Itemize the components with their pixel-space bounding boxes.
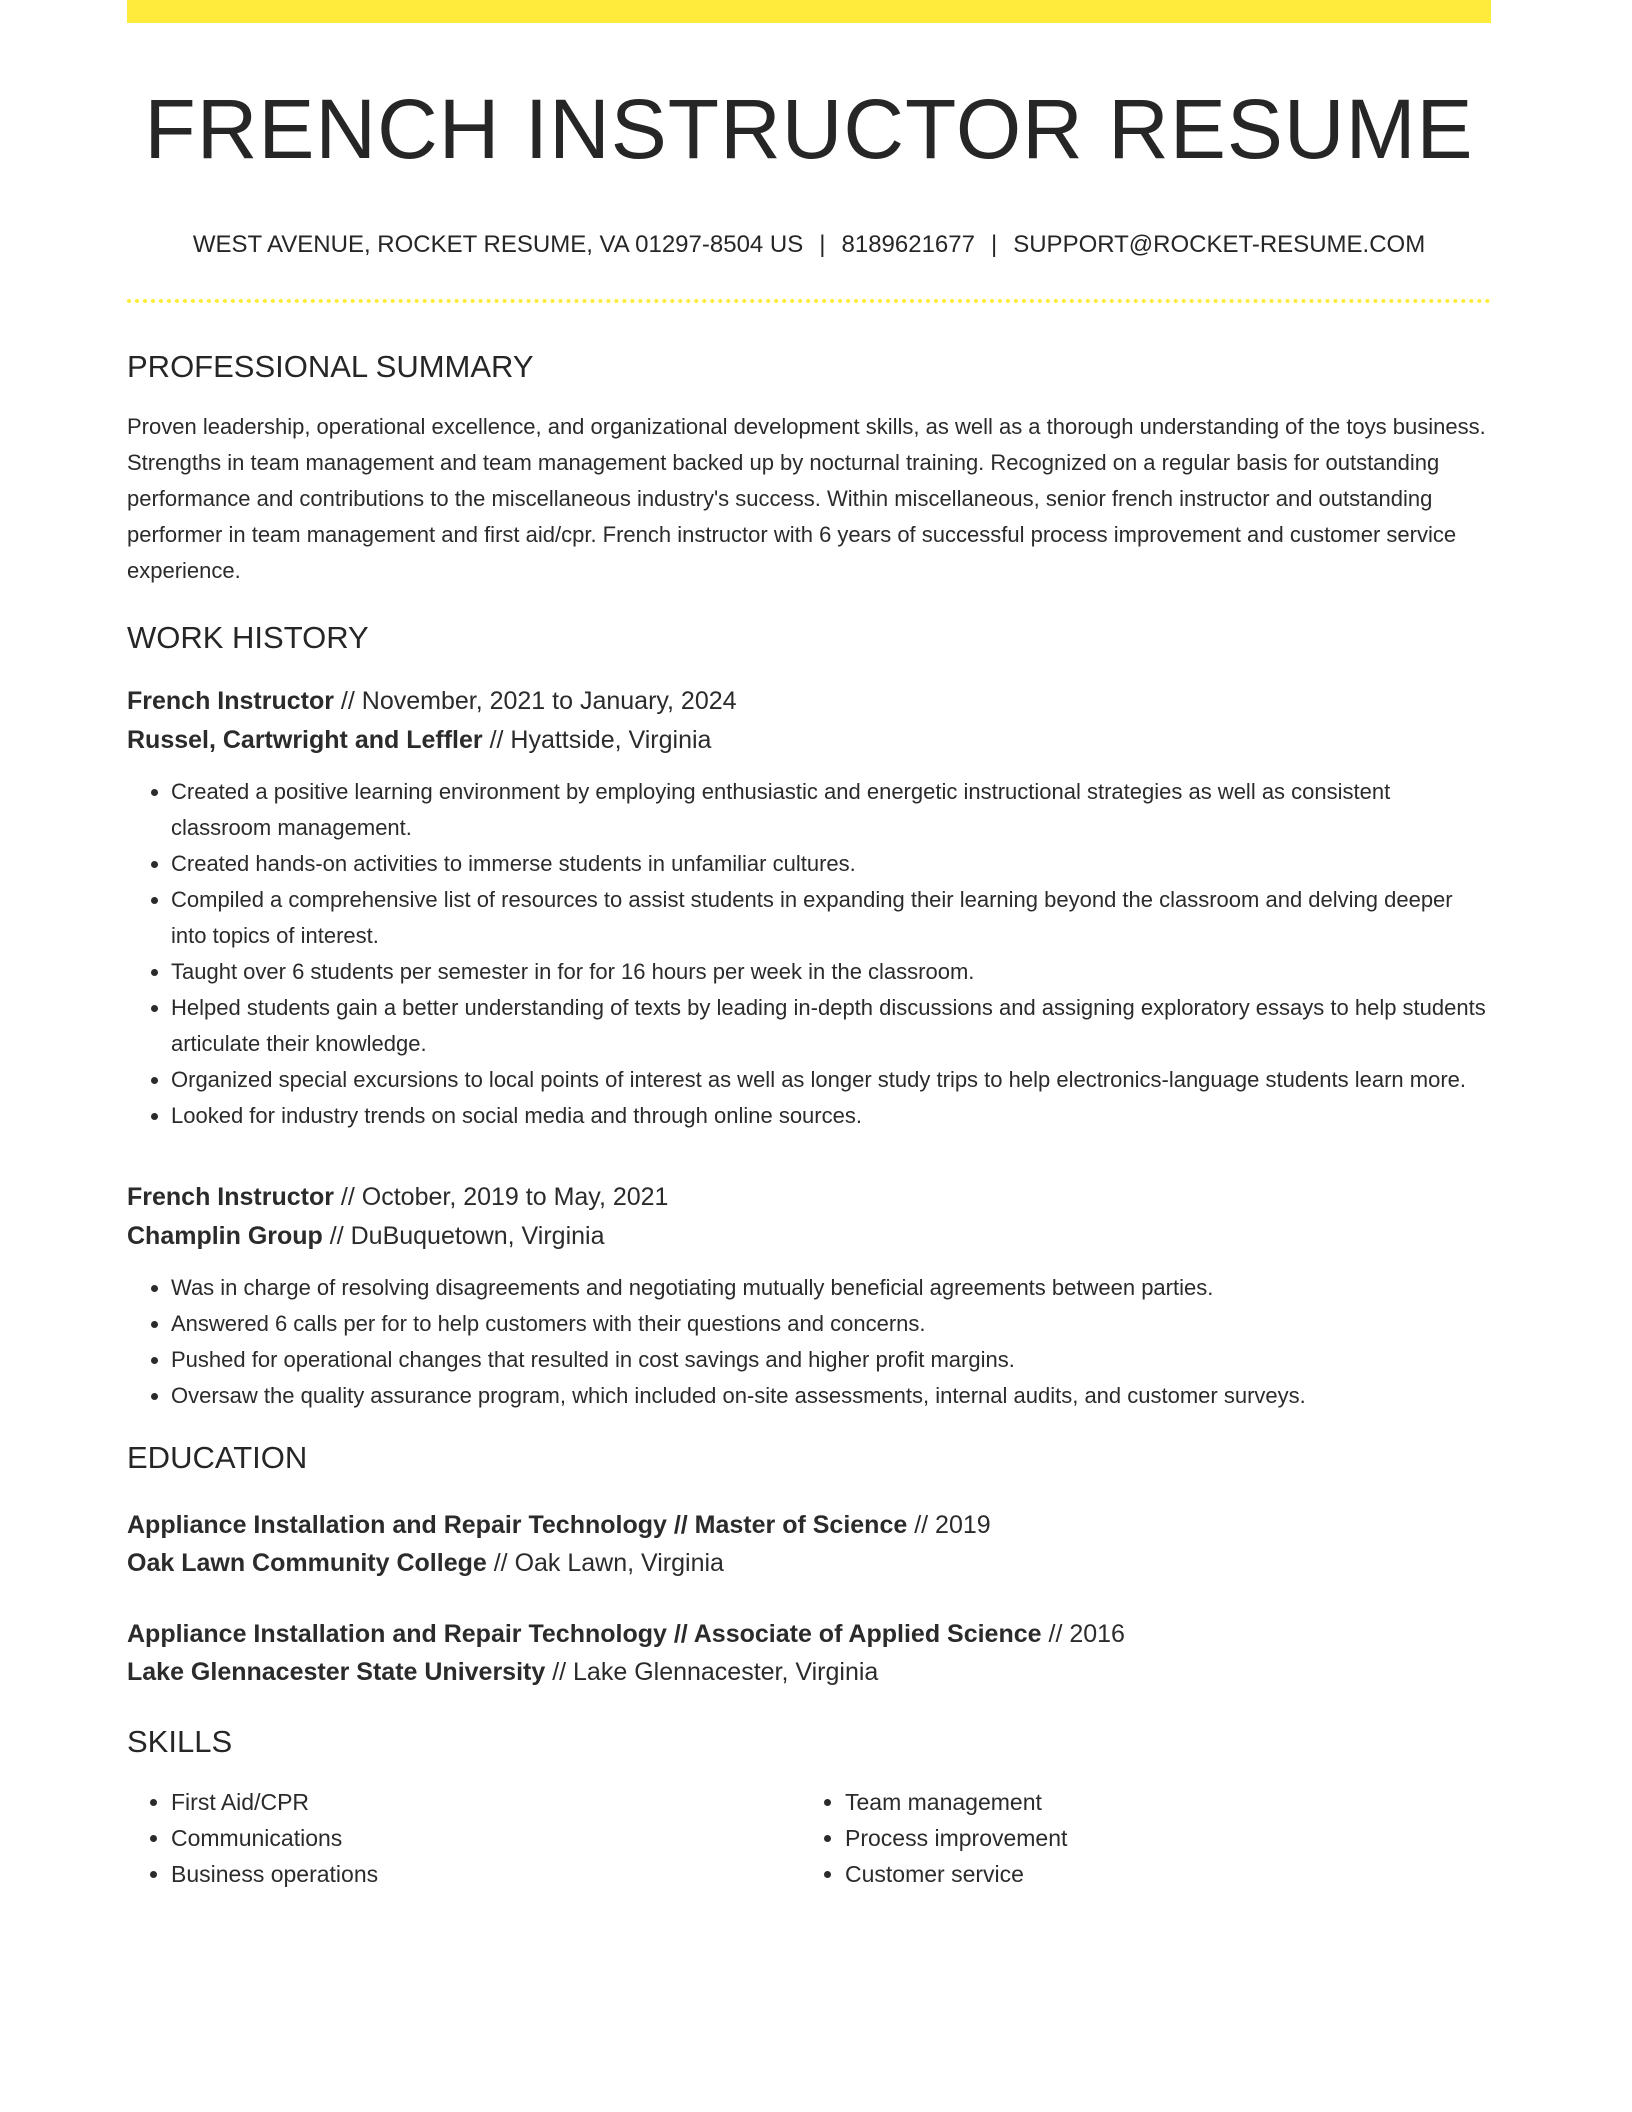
skill-item: • Process improvement (845, 1820, 1485, 1856)
education-school: Oak Lawn Community College (127, 1548, 487, 1577)
education-school: Lake Glennacester State University (127, 1657, 546, 1686)
skill-item: • First Aid/CPR (171, 1784, 801, 1820)
list-item: • Was in charge of resolving disagreements and negotiating mutually beneficial agreements between parties. (171, 1270, 1491, 1306)
resume-title: FRENCH INSTRUCTOR RESUME (144, 82, 1474, 176)
top-accent-bar (127, 0, 1491, 23)
job-company: Champlin Group (127, 1221, 323, 1250)
job-title-line (127, 1178, 1491, 1217)
list-item: • Helped students gain a better understanding of texts by leading in-depth discussions and assigning exploratory essays to help students articulate their knowledge. (171, 990, 1491, 1062)
job-entry (127, 1178, 1491, 1414)
contact-separator: | (819, 231, 826, 259)
education-degree: Appliance Installation and Repair Technology // Master of Science (127, 1510, 908, 1539)
education-year: // 2019 (907, 1510, 991, 1539)
contact-phone: 8189621677 (841, 231, 975, 259)
job-bullets (127, 774, 1491, 1134)
work-history-heading: WORK HISTORY (127, 620, 369, 656)
summary-heading: PROFESSIONAL SUMMARY (127, 349, 534, 385)
job-company-line (127, 1217, 1491, 1256)
education-year: // 2016 (1041, 1619, 1125, 1648)
job-dates: // October, 2019 to May, 2021 (333, 1182, 669, 1211)
skill-item: • Communications (171, 1820, 801, 1856)
list-item: • Answered 6 calls per for to help customers with their questions and concerns. (171, 1306, 1491, 1342)
skill-item: • Business operations (171, 1856, 801, 1892)
list-item: • Taught over 6 students per semester in for for 16 hours per week in the classroom. (171, 954, 1491, 990)
list-item: • Compiled a comprehensive list of resources to assist students in expanding their learning beyond the classroom and delving deeper into topics of interest. (171, 882, 1491, 954)
job-company: Russel, Cartwright and Leffler (127, 725, 483, 754)
job-location: // DuBuquetown, Virginia (322, 1221, 605, 1250)
skills-heading: SKILLS (127, 1723, 233, 1759)
education-location: // Lake Glennacester, Virginia (545, 1657, 879, 1686)
education-degree-line (127, 1615, 1491, 1653)
job-role: French Instructor (127, 1182, 334, 1211)
job-bullets (127, 1270, 1491, 1414)
skill-item: • Team management (845, 1784, 1485, 1820)
education-school-line (127, 1653, 1491, 1691)
job-dates: // November, 2021 to January, 2024 (333, 686, 737, 715)
list-item: • Created hands-on activities to immerse students in unfamiliar cultures. (171, 846, 1491, 882)
contact-address: WEST AVENUE, ROCKET RESUME, VA 01297-8504 US (192, 231, 804, 259)
list-item: • Created a positive learning environment by employing enthusiastic and energetic instructional strategies as well as consistent classroom management. (171, 774, 1491, 846)
job-company-line (127, 721, 1491, 760)
list-item: • Organized special excursions to local points of interest as well as longer study trips to help electronics-language students learn more. (171, 1062, 1491, 1098)
contact-line (127, 231, 1491, 260)
contact-email: SUPPORT@ROCKET-RESUME.COM (1013, 231, 1426, 259)
education-school-line (127, 1544, 1491, 1582)
job-role: French Instructor (127, 686, 334, 715)
education-location: // Oak Lawn, Virginia (486, 1548, 724, 1577)
job-title-line (127, 682, 1491, 721)
skills-grid (127, 1784, 1491, 1892)
skills-right-column (801, 1784, 1485, 1892)
job-location: // Hyattside, Virginia (482, 725, 712, 754)
resume-page (127, 0, 1491, 1892)
skill-item: • Customer service (845, 1856, 1485, 1892)
education-degree-line (127, 1506, 1491, 1544)
education-heading: EDUCATION (127, 1439, 308, 1475)
education-entry (127, 1506, 1491, 1582)
skills-left-column (127, 1784, 801, 1892)
dotted-divider (127, 299, 1491, 303)
list-item: • Pushed for operational changes that resulted in cost savings and higher profit margins. (171, 1342, 1491, 1378)
education-entry (127, 1615, 1491, 1691)
job-entry (127, 682, 1491, 1134)
list-item: • Oversaw the quality assurance program, which included on-site assessments, internal audits, and customer surveys. (171, 1378, 1491, 1414)
summary-paragraph: Proven leadership, operational excellence, and organizational development skills, as well as a thorough understanding of the toys business. Strengths in team management and team management backed up by nocturnal training. Recognized on a regular basis for outstanding performance and contributions to the miscellaneous industry's success. Within miscellaneous, senior french instructor and outstanding performer in team management and first aid/cpr. French instructor with 6 years of successful process improvement and customer service experience. (127, 414, 1486, 584)
contact-separator: | (990, 231, 998, 259)
list-item: • Looked for industry trends on social media and through online sources. (171, 1098, 1491, 1134)
education-degree: Appliance Installation and Repair Technology // Associate of Applied Science (127, 1619, 1042, 1648)
